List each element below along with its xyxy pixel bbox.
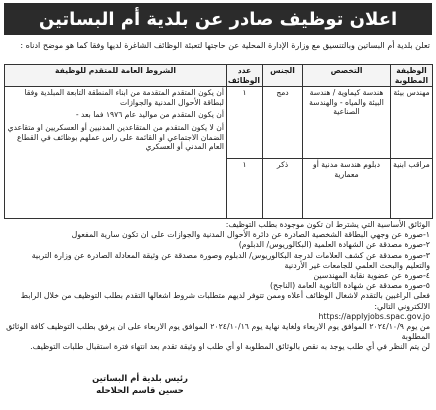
signature-role: رئيس بلدية أم البساتين xyxy=(92,373,188,383)
specialization-cell: هندسة كيماوية / هندسة البيئة والمياه - والهندسة الصناعية xyxy=(303,87,391,159)
count-cell: ١ xyxy=(227,87,263,159)
body-line: ٤-صورة عن عضوية نقابة المهندسين xyxy=(313,271,430,281)
condition-item: أن يكون المتقدم من مواليد عام ١٩٧٦ فما بعد - xyxy=(75,110,224,120)
job-cell: مهندس بيئة xyxy=(391,87,433,159)
header-gender: الجنس xyxy=(263,65,303,87)
table-row xyxy=(5,87,433,159)
body-line: من يوم ٢٠٢٤/١٠/٩ الموافق يوم الاربعاء ولغاية نهاية يوم ٢٠٢٤/١٠/١٦ الموافق يوم الاربعاء على ان يرفق بطلب التوظيف كافة الوثائق المطلوبة xyxy=(6,322,430,342)
body-line: ٢-صورة مصدقة عن الشهادة العلمية (البكالوريوس/ الدبلوم) xyxy=(238,240,430,250)
signature-block xyxy=(40,372,240,396)
count-cell: ١ xyxy=(227,159,263,219)
body-line: الوثائق الأساسية التي يشترط ان تكون موجودة بطلب التوظيف: xyxy=(225,220,430,229)
signature-name: حسين قاسم الحلاحله xyxy=(96,385,184,395)
specialization-cell: دبلوم هندسة مدنية أو معمارية xyxy=(303,159,391,219)
header-count: عدد الوظائف xyxy=(227,65,263,87)
gender-cell: ذكر xyxy=(263,159,303,219)
jobs-table xyxy=(4,64,433,219)
page-title: اعلان توظيف صادر عن بلدية أم البساتين xyxy=(4,3,432,35)
body-line: ١-صورة عن وجهي البطاقة الشخصية الصادرة عن دائرة الأحوال المدنية والجوازات على ان تكون سارية المفعول xyxy=(71,230,430,240)
condition-item: أن لا يكون المتقدم من المتقاعدين المدنيين أو العسكريين او متقاعدي الضمان الاجتماعي او القائمة على راس عملهم بوظائف في القطاع العام المدني أو العسكري xyxy=(7,122,224,152)
header-job: الوظيفة المطلوبة xyxy=(391,65,433,87)
body-line: ٣-صورة مصدقة عن كشف العلامات لدرجة البكالوريوس/ الدبلوم وصورة مصدقة عن وثيقة المعادلة الصادرة عن وزارة التربية والتعليم والبحث العلمي للجامعات غير الأردنية xyxy=(31,250,430,270)
announcement-body xyxy=(6,220,430,353)
header-conditions: الشروط العامة للمتقدم للوظيفة xyxy=(5,65,227,87)
header-specialization: التخصص xyxy=(303,65,391,87)
table-header-row xyxy=(5,65,433,87)
body-line: لن يتم النظر في أي طلب يوجد به نقص بالوثائق المطلوبة او أي طلب او وثيقة تقدم بعد انتهاء فترة استقبال طلبات التوظيف. xyxy=(30,342,430,352)
condition-item: أن يكون المتقدم المتقدمة من ابناء المنطقة التابعة المبلدية وفقا لبطاقة الأحوال المدنية والجوازات xyxy=(24,88,224,107)
intro-paragraph: تعلن بلدية أم البساتين وبالتنسيق مع وزارة الإدارة المحلية عن حاجتها لتعبئة الوظائف الشاغرة لديها وفقا كما هو موضح ادناه : xyxy=(20,41,430,50)
body-line: فعلى الراغبين بالتقدم لاشغال الوظائف أعلاه وممن تتوفر لديهم متطلبات شروط اشغالها التقدم بطلب التوظيف من خلال الرابط الالكتروني التالي: xyxy=(20,291,430,311)
conditions-cell xyxy=(5,87,227,219)
body-line: ٥-صورة مصدقة عن شهادة الثانوية العامة (الناجح) xyxy=(269,281,430,291)
job-cell: مراقب ابنية xyxy=(391,159,433,219)
gender-cell: دمج xyxy=(263,87,303,159)
application-link[interactable]: https://applyjobs.spac.gov.jo xyxy=(318,311,430,321)
